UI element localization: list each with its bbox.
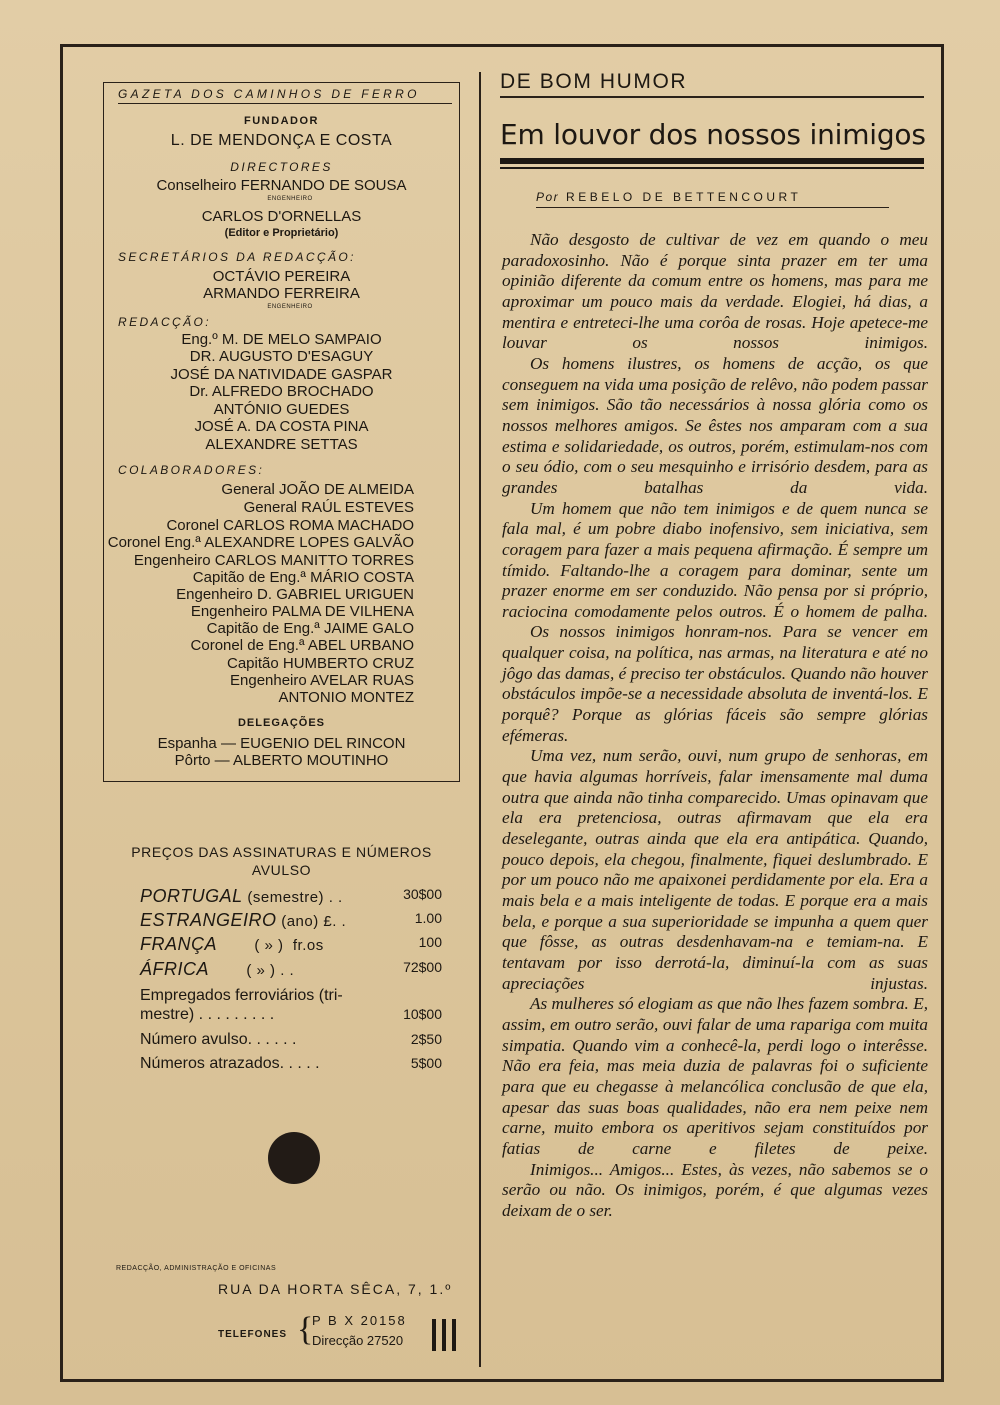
collaborator: Coronel de Eng.ª ABEL URBANO (190, 637, 414, 654)
article-body (502, 230, 928, 1222)
article-paragraph: Um homem que não tem inimigos e de quem nunca se fala mal, é um pobre diabo inofensivo, sem iniciativa, sem coragem para fazer a mais pequena afirmação. É sempre um tímido. Faltando-lhe a coragem para dominar, sente um prazer enorme em ser conduzido. Não pensa por si próprio, raciocina comodamente pelos outros. É o homem de palha. (502, 498, 928, 621)
secretary-2: ARMANDO FERREIRA (203, 285, 360, 302)
collaborator: Engenheiro CARLOS MANITTO TORRES (133, 552, 414, 569)
kicker-rule (500, 96, 924, 98)
collaborator: Coronel Eng.ª ALEXANDRE LOPES GALVÃO (107, 534, 414, 551)
secretaries-label: SECRETÁRIOS DA REDACÇÃO: (118, 250, 356, 264)
secretary-2-note: ENGENHEIRO (267, 304, 313, 310)
address-note: REDACÇÃO, ADMINISTRAÇÃO E OFICINAS (116, 1265, 277, 1272)
price-row-employees-2 (140, 1006, 445, 1030)
redaction-member: Eng.º M. DE MELO SAMPAIO (181, 331, 382, 348)
column-rule (479, 72, 481, 1367)
price-period: (ano) £. . (276, 913, 347, 930)
article-paragraph: Não desgosto de cultivar de vez em quando o meu paradoxosinho. Não é porque sinta prazer em ter uma opinião diferente da comum entre os homens, mas para me aproximar um pouco mais da verdade. Elogiei, há dias, a mentira e entreteci-lhe uma corôa de rosas. Hoje apetece-me louvar os nossos inimigos. (502, 230, 928, 353)
secretary-1: OCTÁVIO PEREIRA (212, 268, 351, 285)
article-paragraph: Uma vez, num serão, ouvi, num grupo de senhoras, em que havia algumas horríveis, falar imensamente mal duma outra que ainda não tinha comparecido. Umas opinavam que ela era pretenciosa, outras afirmavam que ela era deselegante, outras ainda que ela era antipática. Quando, pouco depois, ela chegou, finalmente, fiquei deslumbrado. E por um pouco não me apaixonei perdidamente por ela. Era a mais bela e a mais inteligente de todas. E porque era a mais bela, e porque a sua superioridade se impunha a quem quer que fôsse, as outras desdenhavam-na e temiam-na. E tentavam por isso derrotá-la, diminuí-la com as suas apreciações injustas. (502, 746, 928, 993)
collaborator: General JOÃO DE ALMEIDA (221, 481, 414, 498)
redaction-member: Dr. ALFREDO BROCHADO (189, 383, 374, 400)
price-row-franca (140, 934, 445, 958)
collaborator: Capitão de Eng.ª MÁRIO COSTA (192, 569, 414, 586)
delegation-spain: Espanha — EUGENIO DEL RINCON (157, 735, 406, 752)
redaction-label: REDACÇÃO: (118, 315, 211, 329)
collaborator: Engenheiro AVELAR RUAS (230, 672, 414, 689)
prices-title (103, 843, 460, 879)
redaction-member: JOSÉ DA NATIVIDADE GASPAR (170, 366, 393, 383)
price-row-estrangeiro (140, 910, 445, 934)
price-value: 100 (418, 934, 442, 950)
prices-title-line2: AVULSO (251, 862, 312, 878)
article-paragraph: Os homens ilustres, os homens de acção, os que conseguem na vida uma posição de relêvo, não podem passar sem inimigos. São tão necessários à nossa glória como os nossos melhores amigos. Se êstes nos amparam com a sua estima e solidariedade, os outros, porém, estimulam-nos com o seu ódio, com o seu mesquinho e irrisório desdem, para as grandes batalhas da vida. (502, 353, 928, 497)
byline-rule (536, 207, 889, 208)
price-label: ESTRANGEIRO (140, 910, 277, 930)
director-1: Conselheiro FERNANDO DE SOUSA (156, 177, 407, 194)
director-2-note: (Editor e Proprietário) (224, 227, 339, 239)
collaborator: General RAÚL ESTEVES (243, 499, 414, 516)
article-headline: Em louvor dos nossos inimigos (500, 118, 926, 151)
collaborators-label: COLABORADORES: (118, 463, 265, 477)
price-value: 30$00 (403, 886, 442, 902)
collaborator: Engenheiro PALMA DE VILHENA (190, 603, 414, 620)
redaction-member: ALEXANDRE SETTAS (205, 436, 358, 453)
phone-pbx: P B X 20158 (312, 1313, 407, 1328)
collaborator: ANTONIO MONTEZ (278, 689, 414, 706)
price-label: Números atrazados. . . . . (140, 1055, 320, 1072)
address: RUA DA HORTA SÊCA, 7, 1.º (218, 1281, 453, 1297)
price-value: 1.00 (414, 910, 442, 926)
price-label: PORTUGAL (140, 886, 243, 906)
director-2: CARLOS D'ORNELLAS (201, 208, 362, 225)
brace-icon: { (297, 1311, 314, 1348)
price-period: (semestre) . . (242, 889, 343, 906)
price-label: Empregados ferroviários (tri- (140, 987, 343, 1004)
section-kicker: DE BOM HUMOR (500, 70, 688, 93)
phone-direction: Direcção 27520 (312, 1333, 404, 1348)
article-byline (536, 190, 801, 204)
price-row-single (140, 1031, 445, 1055)
collaborator: Engenheiro D. GABRIEL URIGUEN (176, 586, 414, 603)
price-period: ( » ) . . (209, 962, 295, 979)
price-row-africa (140, 959, 445, 983)
price-label: ÁFRICA (140, 959, 210, 979)
prices-title-line1: PREÇOS DAS ASSINATURAS E NÚMEROS (131, 844, 432, 860)
telephones-label: TELEFONES (218, 1329, 288, 1340)
masthead-title: GAZETA DOS CAMINHOS DE FERRO (118, 87, 452, 104)
price-row-back-issues (140, 1055, 445, 1079)
redaction-member: DR. AUGUSTO D'ESAGUY (189, 348, 374, 365)
article-paragraph: Inimigos... Amigos... Estes, às vezes, não sabemos se o serão ou não. Os inimigos, porém, é que algumas vezes deixam de o ser. (502, 1159, 928, 1220)
collaborator: Capitão HUMBERTO CRUZ (227, 655, 414, 672)
founder-label: FUNDADOR (244, 115, 319, 127)
byline-prefix: Por (536, 190, 560, 204)
collaborator: Coronel CARLOS ROMA MACHADO (166, 517, 414, 534)
article-paragraph: Os nossos inimigos honram-nos. Para se vencer em qualquer coisa, na política, nas armas, na literatura e até no jôgo das damas, é preciso ter obstáculos. Quando não houver obstáculos impõe-se a necessidade absoluta de inventá-los. E porquê? Porque as glórias fáceis são sempre glórias efémeras. (502, 622, 928, 745)
collaborator: Capitão de Eng.ª JAIME GALO (206, 620, 414, 637)
director-1-note: ENGENHEIRO (267, 196, 313, 202)
ink-dot (268, 1132, 320, 1184)
byline-author: REBELO DE BETTENCOURT (566, 190, 802, 204)
founder-name: L. DE MENDONÇA E COSTA (170, 132, 393, 149)
redaction-member: JOSÉ A. DA COSTA PINA (194, 418, 369, 435)
delegations-label: DELEGAÇÕES (237, 717, 325, 729)
article-paragraph: As mulheres só elogiam as que não lhes fazem sombra. E, assim, em outro serão, ouvi falar de uma rapariga com muita simpatia. Quando vim a conhecê-la, perdi logo o interêsse. Não era feia, mas meia duzia de palavras foi o suficiente para que eu chegasse à melancólica conclusão de que ela, apesar das suas boas qualidades, não era nem peixe nem carne, muito embora os aperitivos sejam constituídos por fatias de carne e filetes de peixe. (502, 994, 928, 1158)
price-value: 10$00 (403, 1006, 442, 1022)
price-value: 5$00 (410, 1055, 442, 1071)
price-label: mestre) . . . . . . . . . (140, 1006, 275, 1023)
price-label: FRANÇA (140, 934, 218, 954)
headline-rule-thick (500, 158, 924, 164)
price-row-portugal (140, 886, 445, 910)
directors-label: DIRECTORES (230, 160, 333, 174)
price-value: 72$00 (403, 959, 442, 975)
price-label: Número avulso. . . . . . (140, 1031, 297, 1048)
delegation-porto: Pôrto — ALBERTO MOUTINHO (174, 752, 389, 769)
price-value: 2$50 (410, 1031, 442, 1047)
redaction-member: ANTÓNIO GUEDES (213, 401, 350, 418)
triple-bar-ornament (432, 1319, 462, 1351)
price-period: ( » ) fr.os (217, 937, 324, 954)
headline-rule-thin (500, 167, 924, 169)
